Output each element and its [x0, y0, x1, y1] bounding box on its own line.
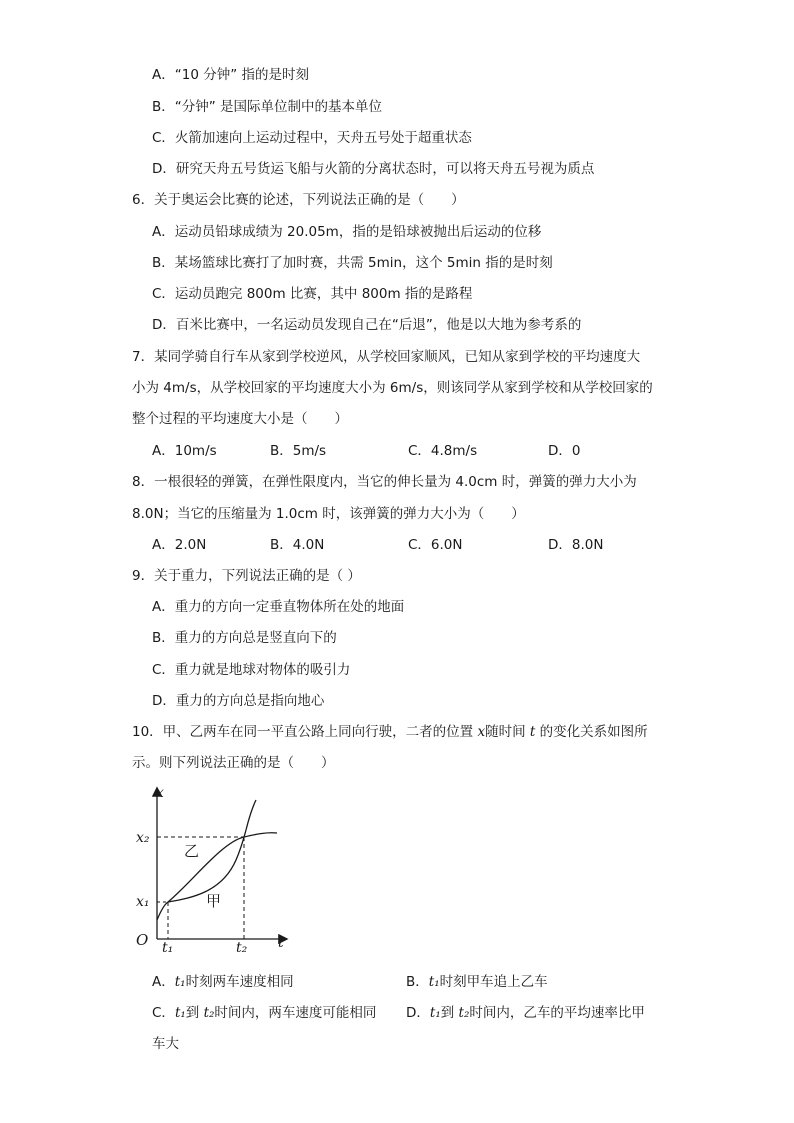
q6-option-a: A．运动员铅球成绩为 20.05m，指的是铅球被抛出后运动的位移	[152, 224, 542, 240]
q9-option-a: A．重力的方向一定垂直物体所在处的地面	[152, 599, 405, 615]
q8-option-c: C．6.0N	[408, 537, 463, 553]
curve-jia-label: 甲	[206, 892, 222, 910]
xt-graph-figure	[132, 782, 292, 954]
q10-option-a: A．t₁时刻两车速度相同	[152, 974, 294, 990]
x1-label: x₁	[136, 894, 150, 910]
origin-label: O	[136, 931, 149, 949]
t-axis-label: t	[278, 935, 284, 951]
q10-option-b: B．t₁时刻甲车追上乙车	[406, 974, 548, 990]
q7-option-d: D．0	[548, 443, 581, 459]
q8-stem-line-2: 8.0N；当它的压缩量为 1.0cm 时，该弹簧的弹力大小为（ ）	[132, 506, 525, 522]
q5-option-b: B．“分钟” 是国际单位制中的基本单位	[152, 99, 383, 115]
q7-stem-line-2: 小为 4m/s，从学校回家的平均速度大小为 6m/s，则该同学从家到学校和从学校回家的	[132, 380, 653, 396]
q10-option-d-continuation: 车大	[152, 1036, 179, 1052]
q5-option-c: C．火箭加速向上运动过程中，天舟五号处于超重状态	[152, 130, 472, 146]
q10-stem-line-1	[132, 723, 648, 741]
q6-option-d: D．百米比赛中，一名运动员发现自己在“后退”，他是以大地为参考系的	[152, 317, 582, 333]
q7-stem-line-3: 整个过程的平均速度大小是（ ）	[132, 411, 348, 427]
x2-label: x₂	[136, 830, 150, 846]
q10-stem-part-c: 的变化关系如图所	[535, 724, 648, 740]
q9-stem: 9．关于重力，下列说法正确的是（ ）	[132, 568, 361, 584]
q7-option-a: A．10m/s	[152, 443, 217, 459]
q10-stem-line-2: 示。则下列说法正确的是（ ）	[132, 755, 335, 771]
x-axis-label: x	[156, 785, 164, 801]
q6-option-c: C．运动员跑完 800m 比赛，其中 800m 指的是路程	[152, 286, 473, 302]
q8-option-a: A．2.0N	[152, 537, 207, 553]
curve-yi-label: 乙	[184, 842, 200, 860]
q9-option-b: B．重力的方向总是竖直向下的	[152, 630, 337, 646]
q8-option-d: D．8.0N	[548, 537, 604, 553]
q9-option-d: D．重力的方向总是指向地心	[152, 693, 325, 709]
q5-option-d: D．研究天舟五号货运飞船与火箭的分离状态时，可以将天舟五号视为质点	[152, 161, 595, 177]
q6-option-b: B．某场篮球比赛打了加时赛，共需 5min，这个 5min 指的是时刻	[152, 255, 553, 271]
t2-label: t₂	[236, 940, 248, 954]
q10-stem-part-b: 随时间	[485, 724, 530, 740]
t1-label: t₁	[162, 940, 174, 954]
q9-option-c: C．重力就是地球对物体的吸引力	[152, 662, 351, 678]
q7-stem-line-1: 7．某同学骑自行车从家到学校逆风，从学校回家顺风，已知从家到学校的平均速度大	[132, 349, 641, 365]
q5-option-a: A．“10 分钟” 指的是时刻	[152, 67, 309, 83]
q8-option-b: B．4.0N	[270, 537, 325, 553]
q6-stem: 6．关于奥运会比赛的论述，下列说法正确的是（ ）	[132, 192, 465, 208]
q10-stem-var-x: x	[477, 724, 486, 740]
q10-stem-part-a: 10．甲、乙两车在同一平直公路上同向行驶，二者的位置	[132, 724, 478, 740]
q10-option-d: D．t₁到 t₂时间内，乙车的平均速率比甲	[406, 1005, 645, 1021]
curve-jia	[168, 800, 256, 902]
q10-option-c: C．t₁到 t₂时间内，两车速度可能相同	[152, 1005, 377, 1021]
q8-stem-line-1: 8．一根很轻的弹簧，在弹性限度内，当它的伸长量为 4.0cm 时，弹簧的弹力大小为	[132, 474, 637, 490]
q7-option-c: C．4.8m/s	[408, 443, 478, 459]
q7-option-b: B．5m/s	[270, 443, 327, 459]
q10-stem-var-t: t	[529, 724, 536, 740]
